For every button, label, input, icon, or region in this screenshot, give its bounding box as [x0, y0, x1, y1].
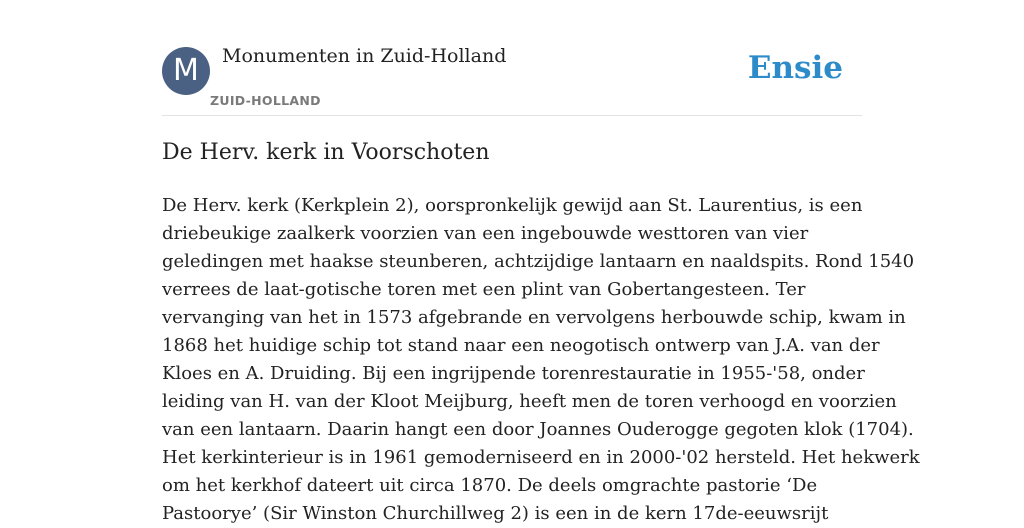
site-title[interactable]: Monumenten in Zuid-Holland — [222, 45, 507, 67]
body-line: vervanging van het in 1573 afgebrande en vervolgens herbouwde schip, kwam in — [162, 307, 906, 328]
body-line: 1868 het huidige schip tot stand naar een neogotisch ontwerp van J.A. van der — [162, 335, 880, 356]
avatar[interactable]: M — [162, 47, 210, 95]
article-title: De Herv. kerk in Voorschoten — [162, 140, 490, 165]
article-body — [162, 192, 920, 528]
body-line: om het kerkhof dateert uit circa 1870. De deels omgrachte pastorie ‘De — [162, 475, 818, 496]
category-label[interactable]: ZUID-HOLLAND — [210, 93, 321, 108]
header-divider — [162, 115, 862, 116]
body-line: Pastoorye’ (Sir Winston Churchillweg 2) is een in de kern 17de-eeuwsrijt — [162, 503, 829, 524]
brand-logo[interactable]: Ensie — [747, 50, 843, 86]
body-line: Het kerkinterieur is in 1961 gemoderniseerd en in 2000-'02 hersteld. Het hekwerk — [162, 447, 920, 468]
body-line: verrees de laat-gotische toren met een plint van Gobertangesteen. Ter — [162, 279, 806, 300]
body-line: geledingen met haakse steunberen, achtzijdige lantaarn en naaldspits. Rond 1540 — [162, 251, 915, 272]
body-line: van een lantaarn. Daarin hangt een door Joannes Ouderogge gegoten klok (1704). — [162, 419, 914, 440]
body-line: driebeukige zaalkerk voorzien van een ingebouwde westtoren van vier — [162, 223, 809, 244]
body-line: Kloes en A. Druiding. Bij een ingrijpende torenrestauratie in 1955-'58, onder — [162, 363, 865, 384]
body-line: De Herv. kerk (Kerkplein 2), oorspronkelijk gewijd aan St. Laurentius, is een — [162, 195, 863, 216]
body-line: leiding van H. van der Kloot Meijburg, heeft men de toren verhoogd en voorzien — [162, 391, 897, 412]
